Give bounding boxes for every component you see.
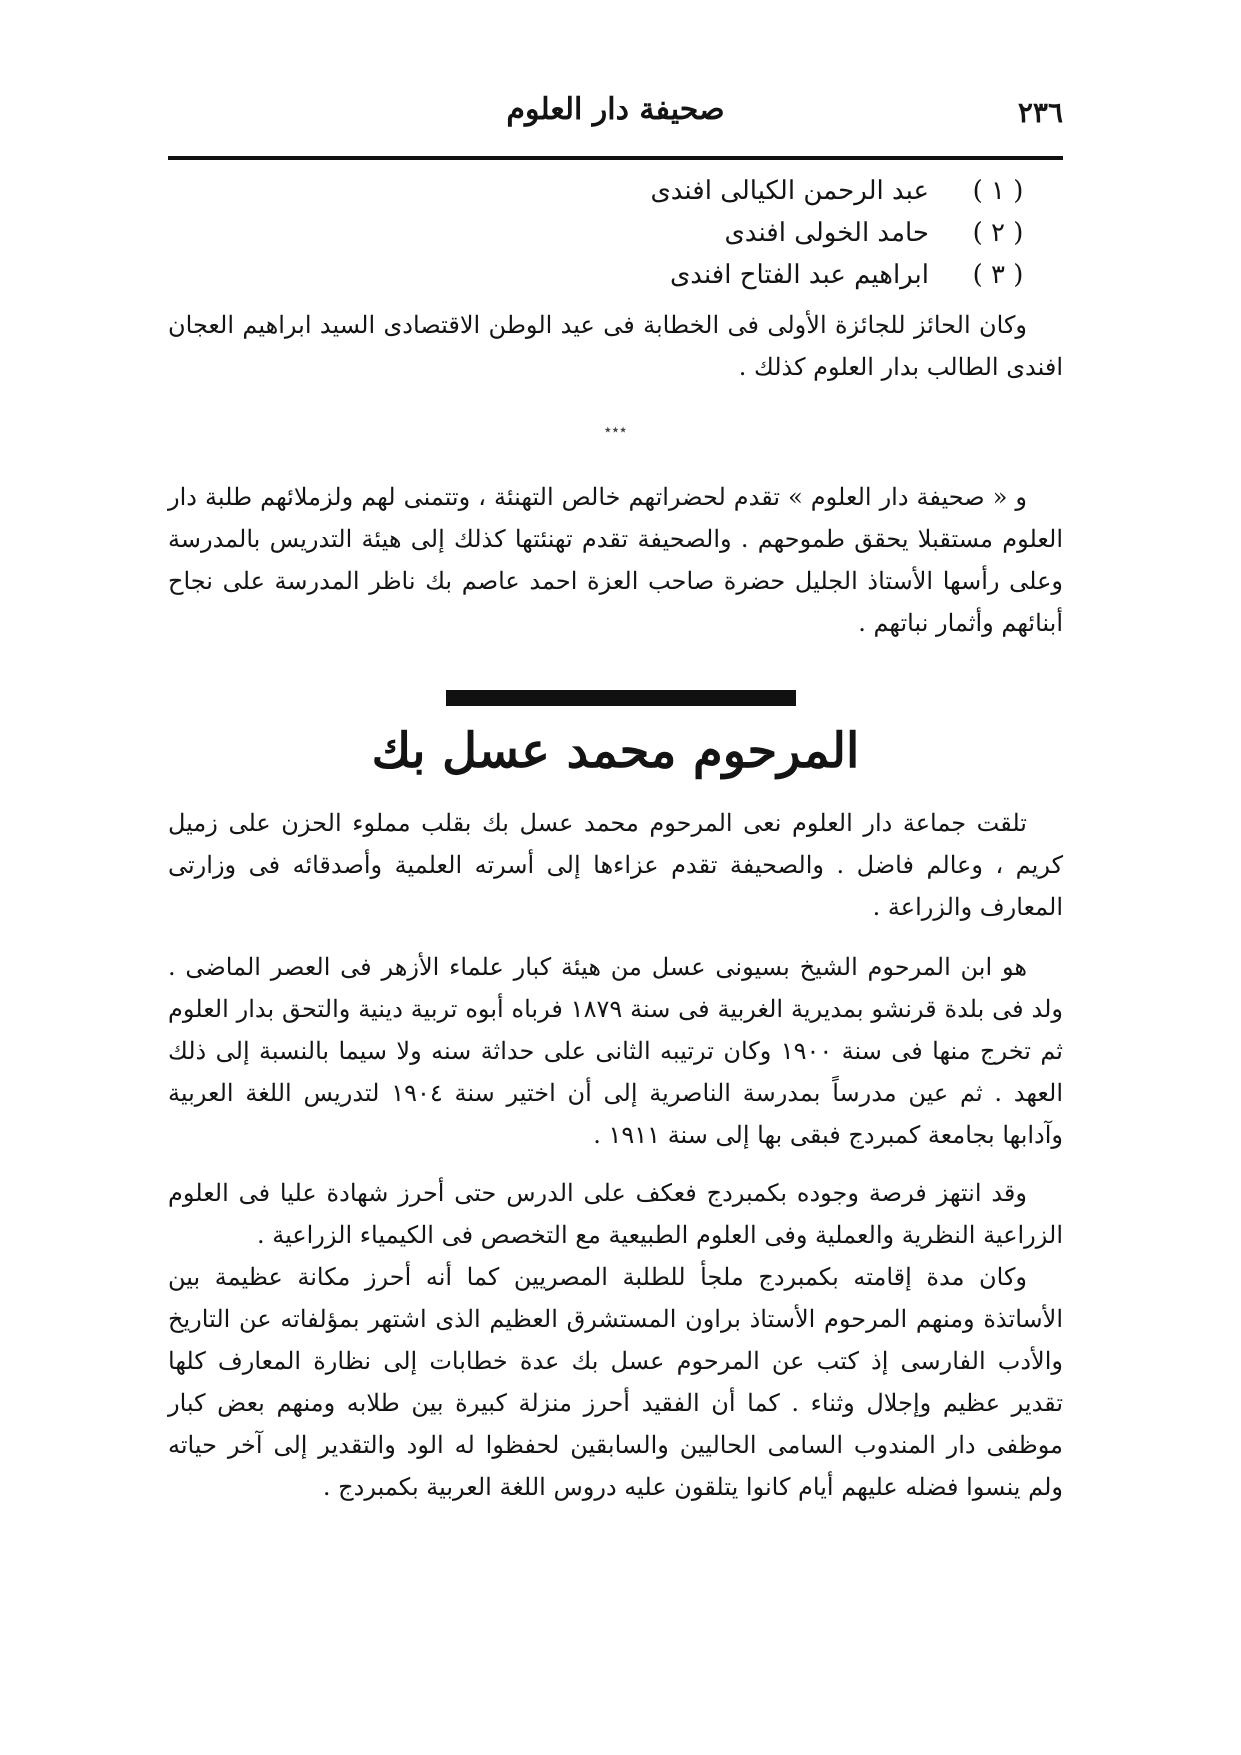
list-number: ( ٢ ): [972, 218, 1024, 248]
winners-list: [168, 170, 1033, 296]
obituary-paragraph: تلقت جماعة دار العلوم نعى المرحوم محمد عسل بك بقلب مملوء الحزن على زميل كريم ، وعالم فاضل . والصحيفة تقدم عزاءها إلى أسرته العلمية وأصدقائه فى وزارتى المعارف والزراعة .: [168, 809, 1063, 921]
header-rule: [168, 156, 1063, 160]
book-page: [168, 70, 1063, 1710]
list-item: [168, 170, 1033, 212]
studies-paragraph: وقد انتهز فرصة وجوده بكمبردج فعكف على الدرس حتى أحرز شهادة عليا فى العلوم الزراعية النظرية والعملية وفى العلوم الطبيعية مع التخصص فى الكيمياء الزراعية .: [168, 1179, 1063, 1249]
list-name: ابراهيم عبد الفتاح افندى: [669, 260, 929, 290]
page-header: [168, 88, 1063, 138]
list-name: عبد الرحمن الكيالى افندى: [650, 176, 929, 206]
page-number: ٢٣٦: [1017, 96, 1063, 129]
section-divider-bar: [446, 690, 796, 706]
section-title: المرحوم محمد عسل بك: [371, 723, 860, 779]
list-name: حامد الخولى افندى: [724, 218, 929, 248]
winner-paragraph: وكان الحائز للجائزة الأولى فى الخطابة فى عيد الوطن الاقتصادى السيد ابراهيم العجان افندى الطالب بدار العلوم كذلك .: [168, 311, 1063, 381]
list-item: [168, 254, 1033, 296]
biography-paragraph: هو ابن المرحوم الشيخ بسيونى عسل من هيئة كبار علماء الأزهر فى العصر الماضى . ولد فى بلدة قرنشو بمديرية الغربية فى سنة ١٨٧٩ فرباه أبوه تربية دينية والتحق بدار العلوم ثم تخرج منها فى سنة ١٩٠٠ وكان ترتيبه الثانى على حداثة سنه ولا سيما بالنسبة إلى ذلك العهد . ثم عين مدرساً بمدرسة الناصرية إلى أن اختير سنة ١٩٠٤ لتدريس اللغة العربية وآدابها بجامعة كمبردج فبقى بها إلى سنة ١٩١١ .: [168, 953, 1063, 1149]
congratulations-paragraph: و « صحيفة دار العلوم » تقدم لحضراتهم خالص التهنئة ، وتتمنى لهم ولزملائهم طلبة دار العلوم مستقبلا يحقق طموحهم . والصحيفة تقدم تهنئتها كذلك إلى هيئة التدريس بالمدرسة وعلى رأسها الأستاذ الجليل حضرة صاحب العزة احمد عاصم بك ناظر المدرسة على نجاح أبنائهم وأثمار نباتهم .: [168, 483, 1063, 637]
list-item: [168, 212, 1033, 254]
cambridge-stay-paragraph: وكان مدة إقامته بكمبردج ملجأ للطلبة المصريين كما أنه أحرز مكانة عظيمة بين الأساتذة ومنهم المرحوم الأستاذ براون المستشرق العظيم الذى اشتهر بمؤلفاته عن التاريخ والأدب الفارسى إذ كتب عن المرحوم عسل بك عدة خطابات إلى نظارة المعارف كلها تقدير عظيم وإجلال وثناء . كما أن الفقيد أحرز منزلة كبيرة بين طلابه ومنهم بعض كبار موظفى دار المندوب السامى الحاليين والسابقين لحفظوا له الود والتقدير إلى آخر حياته ولم ينسوا فضله عليهم أيام كانوا يتلقون عليه دروس اللغة العربية بكمبردج .: [168, 1263, 1063, 1501]
list-number: ( ٣ ): [972, 260, 1024, 290]
section-separator-stars: ٭٭٭: [604, 422, 627, 438]
running-title: صحيفة دار العلوم: [506, 92, 725, 127]
list-number: ( ١ ): [972, 176, 1024, 206]
